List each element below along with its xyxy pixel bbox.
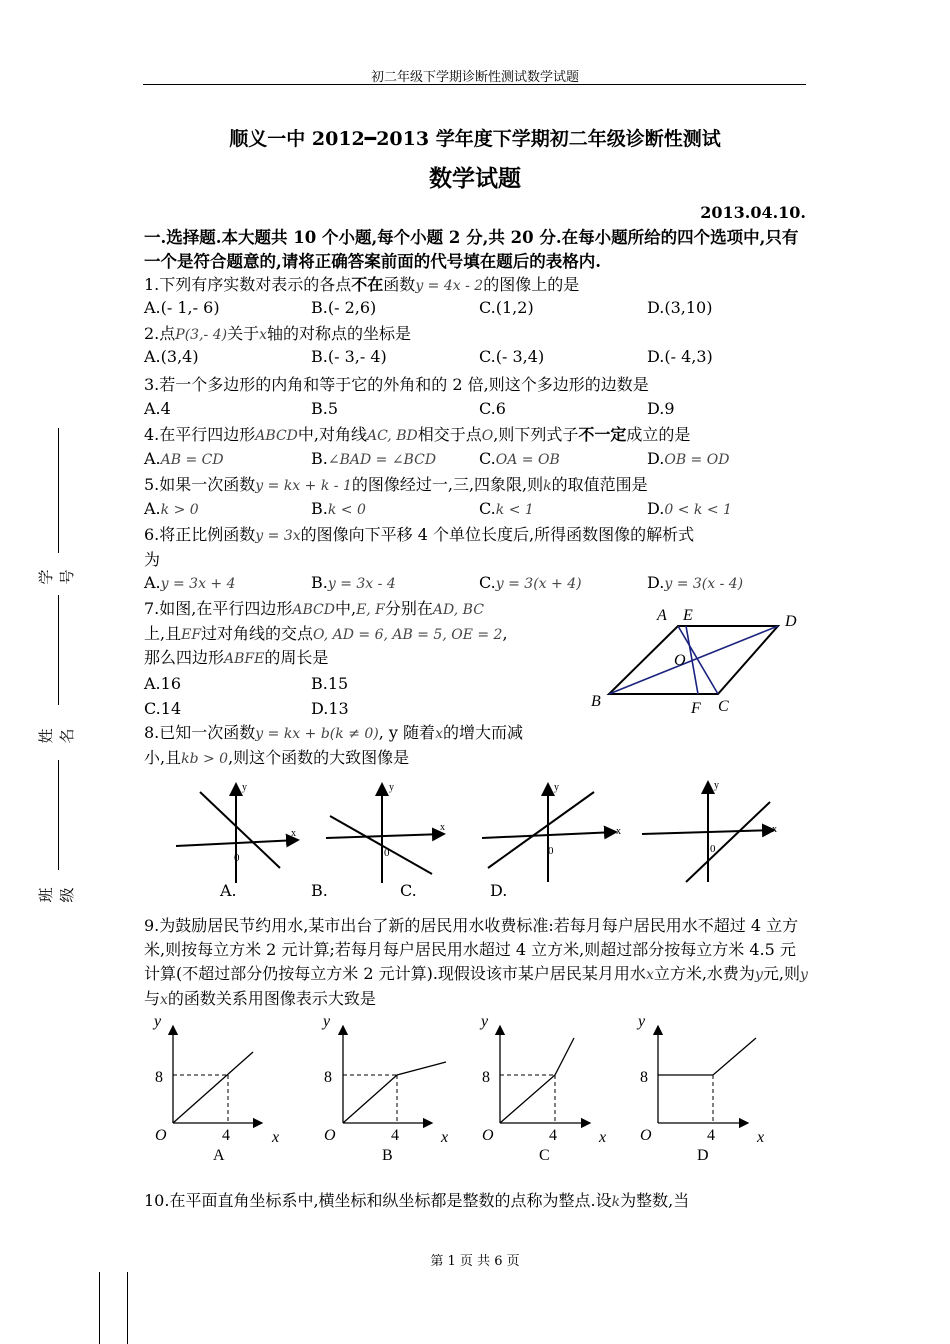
q8-label-d: D. xyxy=(490,881,508,900)
q8-label-a: A. xyxy=(220,881,237,900)
q4-option-b: B.∠BAD = ∠BCD xyxy=(311,449,437,468)
side-line-3 xyxy=(58,760,59,870)
q2-option-c: C.(- 3,4) xyxy=(479,347,545,366)
svg-text:O: O xyxy=(155,1127,167,1144)
label-d: D xyxy=(785,613,797,630)
svg-text:x: x xyxy=(599,1129,607,1146)
q4-stem: 4.在平行四边形ABCD中,对角线AC, BD相交于点O,则下列式子不一定成立的是 xyxy=(144,425,691,444)
q7-stem-1: 7.如图,在平行四边形ABCD中,E, F分别在AD, BC xyxy=(144,599,484,618)
q3-option-a: A.4 xyxy=(144,399,171,418)
q7-option-b: B.15 xyxy=(311,674,349,693)
svg-text:4: 4 xyxy=(222,1127,230,1144)
svg-text:y: y xyxy=(714,780,719,791)
svg-text:4: 4 xyxy=(707,1127,715,1144)
q2-option-b: B.(- 3,- 4) xyxy=(311,347,387,366)
svg-text:x: x xyxy=(291,828,296,839)
svg-text:y: y xyxy=(242,782,247,793)
q8-stem-1: 8.已知一次函数y = kx + b(k ≠ 0), y 随着x的增大而减 xyxy=(144,723,523,742)
side-line-2 xyxy=(58,595,59,705)
q6-stem-cont: 为 xyxy=(144,550,161,569)
q3-option-b: B.5 xyxy=(311,399,339,418)
margin-bar-2 xyxy=(127,1272,128,1344)
svg-text:y: y xyxy=(554,782,559,793)
svg-text:y: y xyxy=(154,1013,162,1030)
exam-title: 顺义一中 2012━2013 学年度下学期初二年级诊断性测试 xyxy=(229,128,721,150)
svg-text:O: O xyxy=(640,1127,652,1144)
svg-text:x: x xyxy=(772,824,777,835)
q10-stem: 10.在平面直角坐标系中,横坐标和纵坐标都是整数的点称为整点.设k为整数,当 xyxy=(144,1191,690,1210)
svg-text:y: y xyxy=(323,1013,331,1030)
svg-text:0: 0 xyxy=(548,845,554,857)
page-footer: 第 1 页 共 6 页 xyxy=(430,1254,520,1269)
svg-text:y: y xyxy=(481,1013,489,1030)
q1-emphasis: 不在 xyxy=(351,275,384,294)
svg-text:D: D xyxy=(697,1147,709,1164)
q4-emphasis: 不一定 xyxy=(578,425,627,444)
q2-option-a: A.(3,4) xyxy=(144,347,199,366)
q4-option-a: A.AB = CD xyxy=(144,449,224,468)
q5-option-c: C.k < 1 xyxy=(479,499,534,518)
svg-text:8: 8 xyxy=(640,1069,648,1086)
q6-option-d: D.y = 3(x - 4) xyxy=(647,573,744,592)
q7-option-a: A.16 xyxy=(144,674,181,693)
svg-text:O: O xyxy=(324,1127,336,1144)
q8-stem-2: 小,且kb > 0,则这个函数的大致图像是 xyxy=(144,748,410,767)
svg-text:C: C xyxy=(539,1147,550,1164)
q8-graph-a xyxy=(176,782,298,883)
q6-option-c: C.y = 3(x + 4) xyxy=(479,573,582,592)
label-e: E xyxy=(683,607,693,624)
svg-text:x: x xyxy=(440,822,445,833)
q9-graph-d xyxy=(636,1013,764,1164)
q1-option-b: B.(- 2,6) xyxy=(311,298,377,317)
q9-graph-c xyxy=(479,1013,606,1164)
q7-option-d: D.13 xyxy=(311,699,349,718)
q1-option-d: D.(3,10) xyxy=(647,298,713,317)
exam-date: 2013.04.10. xyxy=(700,203,806,222)
side-label-xuehao: 学号 xyxy=(37,569,76,585)
q6-option-a: A.y = 3x + 4 xyxy=(144,573,236,592)
side-label-banji: 班级 xyxy=(37,887,76,903)
svg-text:8: 8 xyxy=(155,1069,163,1086)
svg-text:y: y xyxy=(389,782,394,793)
svg-text:O: O xyxy=(482,1127,494,1144)
q8-graph-d xyxy=(642,780,777,882)
q5-option-d: D.0 < k < 1 xyxy=(647,499,732,518)
svg-text:A: A xyxy=(213,1147,225,1164)
header-rule xyxy=(143,84,806,85)
q4-option-d: D.OB = OD xyxy=(647,449,730,468)
exam-subtitle: 数学试题 xyxy=(429,165,521,192)
q7-stem-2: 上,且EF过对角线的交点O, AD = 6, AB = 5, OE = 2, xyxy=(144,624,508,643)
diagonal-bd xyxy=(609,626,778,694)
q8-graph-c xyxy=(482,782,621,882)
svg-text:x: x xyxy=(757,1129,765,1146)
q3-option-c: C.6 xyxy=(479,399,506,418)
q5-stem: 5.如果一次函数y = kx + k - 1的图像经过一,三,四象限,则k的取值范围是 xyxy=(144,475,648,494)
q3-stem: 3.若一个多边形的内角和等于它的外角和的 2 倍,则这个多边形的边数是 xyxy=(144,375,649,394)
margin-bar-1 xyxy=(99,1272,100,1344)
svg-text:4: 4 xyxy=(549,1127,557,1144)
q5-option-b: B.k < 0 xyxy=(311,499,366,518)
running-header: 初二年级下学期诊断性测试数学试题 xyxy=(370,70,579,85)
segment-ef xyxy=(686,626,698,694)
side-label-xingming: 姓名 xyxy=(37,728,76,744)
label-c: C xyxy=(718,698,729,715)
q1-option-c: C.(1,2) xyxy=(479,298,534,317)
svg-text:y: y xyxy=(638,1013,646,1030)
q1-option-a: A.(- 1,- 6) xyxy=(144,298,220,317)
label-a: A xyxy=(657,607,667,624)
svg-text:8: 8 xyxy=(482,1069,490,1086)
q9-stem: 9.为鼓励居民节约用水,某市出台了新的居民用水收费标准:若每月每户居民用水不超过 4 立方米,则按每立方米 2 元计算;若每月每户居民用水超过 4 立方米,则超过部分按每立方米 4.5 元计算(不超过部分仍按每立方米 2 元计算).现假设该市某户居民某月用水x立方米,水费为y元,则y与x的函数关系用图像表示大致是 xyxy=(144,916,808,1008)
q8-graphs xyxy=(170,778,790,886)
q8-graph-b xyxy=(326,782,445,883)
q6-stem: 6.将正比例函数y = 3x的图像向下平移 4 个单位长度后,所得函数图像的解析式 xyxy=(144,525,695,544)
svg-text:0: 0 xyxy=(710,843,716,855)
q7-parallelogram-figure xyxy=(585,600,805,725)
q8-label-c: C. xyxy=(400,881,417,900)
q4-option-c: C.OA = OB xyxy=(479,449,560,468)
svg-text:0: 0 xyxy=(384,847,390,859)
svg-text:x: x xyxy=(441,1129,449,1146)
svg-text:8: 8 xyxy=(324,1069,332,1086)
q9-graph-b xyxy=(321,1013,448,1164)
q8-label-b: B. xyxy=(311,881,328,900)
svg-text:B: B xyxy=(382,1147,393,1164)
label-f: F xyxy=(691,700,701,717)
q9-graphs xyxy=(150,1010,800,1168)
q1-stem: 1.下列有序实数对表示的各点不在函数y = 4x - 2的图像上的是 xyxy=(144,275,580,294)
q7-option-c: C.14 xyxy=(144,699,182,718)
q2-option-d: D.(- 4,3) xyxy=(647,347,713,366)
q2-stem: 2.点P(3,- 4)关于x轴的对称点的坐标是 xyxy=(144,324,412,343)
svg-text:x: x xyxy=(616,826,621,837)
label-b: B xyxy=(591,693,601,710)
q9-graph-a xyxy=(152,1013,279,1164)
q3-option-d: D.9 xyxy=(647,399,675,418)
svg-text:x: x xyxy=(272,1129,280,1146)
side-line-1 xyxy=(58,428,59,553)
svg-text:0: 0 xyxy=(234,852,240,864)
q6-option-b: B.y = 3x - 4 xyxy=(311,573,396,592)
label-o: O xyxy=(674,652,686,669)
q5-option-a: A.k > 0 xyxy=(144,499,199,518)
section-intro: 一.选择题.本大题共 10 个小题,每个小题 2 分,共 20 分.在每小题所给的四个选项中,只有一个是符合题意的,请将正确答案前面的代号填在题后的表格内. xyxy=(144,228,799,271)
svg-text:4: 4 xyxy=(391,1127,399,1144)
q7-stem-3: 那么四边形ABFE的周长是 xyxy=(144,648,329,667)
